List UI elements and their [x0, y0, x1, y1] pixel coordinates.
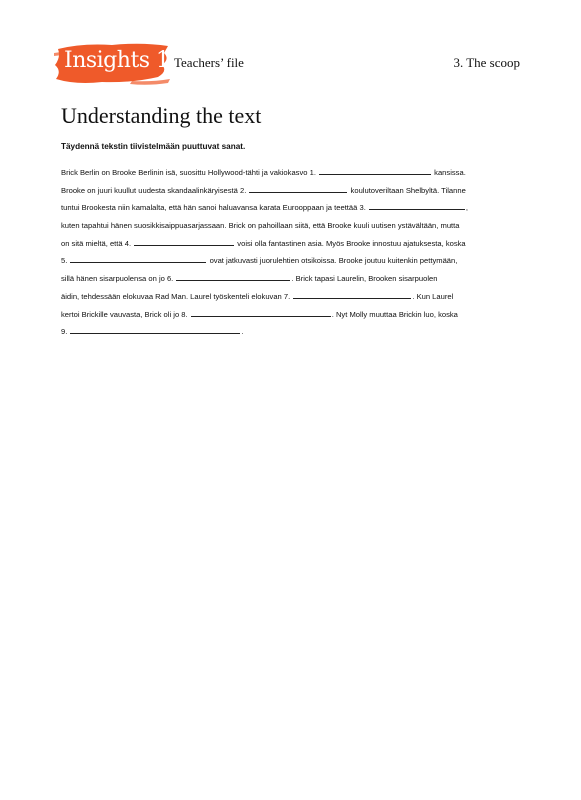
- text-segment: .: [241, 327, 244, 337]
- page-title: Understanding the text: [61, 103, 262, 128]
- blank-field-1[interactable]: [319, 165, 431, 175]
- text-segment: 5.: [61, 256, 70, 266]
- summary-line-7: [61, 270, 523, 288]
- text-segment: . Kun Laurel: [412, 291, 454, 301]
- text-segment: ,: [465, 203, 469, 213]
- blank-field-6[interactable]: [176, 271, 290, 281]
- text-segment: kansissa.: [432, 168, 466, 177]
- blank-field-3[interactable]: [369, 200, 465, 210]
- text-segment: äidin, tehdessään elokuvaa Rad Man. Laurel työskenteli elokuvan 7.: [61, 291, 293, 301]
- summary-line-10: [61, 323, 523, 341]
- text-segment: on sitä mieltä, että 4.: [61, 238, 134, 248]
- text-segment: ovat jatkuvasti juorulehtien otsikoissa. Brooke joutuu kuitenkin pettymään,: [207, 256, 458, 266]
- logo-text: Insights 1: [64, 48, 170, 73]
- summary-line-3: [61, 199, 523, 217]
- text-segment: tuntui Brookesta niin kamalalta, että hän sanoi haluavansa karata Eurooppaan ja teettää 3.: [61, 203, 368, 213]
- text-segment: . Nyt Molly muuttaa Brickin luo, koska: [331, 309, 458, 319]
- blank-field-8[interactable]: [191, 307, 331, 317]
- summary-line-4: [61, 217, 523, 235]
- summary-line-2: [61, 182, 523, 200]
- text-segment: sillä hänen sisarpuolensa on jo 6.: [61, 274, 176, 284]
- text-segment: 9.: [61, 327, 70, 337]
- text-segment: voisi olla fantastinen asia. Myös Brooke innostuu ajatuksesta, koska: [235, 238, 466, 248]
- instruction-text: Täydennä tekstin tiivistelmään puuttuvat sanat.: [61, 142, 246, 151]
- text-segment: . Brick tapasi Laurelin, Brooken sisarpuolen: [291, 274, 438, 284]
- blank-field-2[interactable]: [249, 183, 347, 193]
- teachers-file-label: Teachers’ file: [174, 55, 244, 70]
- text-segment: Brooke on juuri kuullut uudesta skandaalinkäryisestä 2.: [61, 185, 249, 195]
- blank-field-5[interactable]: [70, 253, 206, 263]
- blank-field-9[interactable]: [70, 324, 240, 334]
- insights-logo: [52, 41, 172, 87]
- unit-label: 3. The scoop: [453, 55, 520, 70]
- blank-field-4[interactable]: [134, 236, 234, 246]
- summary-line-9: [61, 306, 523, 324]
- text-segment: koulutoveriltaan Shelbyltä. Tilanne: [348, 185, 466, 195]
- summary-line-5: [61, 235, 523, 253]
- summary-line-1: [61, 164, 523, 182]
- text-segment: kuten tapahtui hänen suosikkisaippuasarjassaan. Brick on pahoillaan siitä, että Brooke kuuli uutisen ystävältään, mutta: [61, 221, 460, 231]
- text-segment: kertoi Brickille vauvasta, Brick oli jo 8.: [61, 309, 190, 319]
- blank-field-7[interactable]: [293, 289, 411, 299]
- text-segment: Brick Berlin on Brooke Berlinin isä, suosittu Hollywood-tähti ja vakiokasvo 1.: [61, 168, 319, 177]
- summary-line-6: [61, 252, 523, 270]
- summary-text: [61, 164, 523, 341]
- summary-line-8: [61, 288, 523, 306]
